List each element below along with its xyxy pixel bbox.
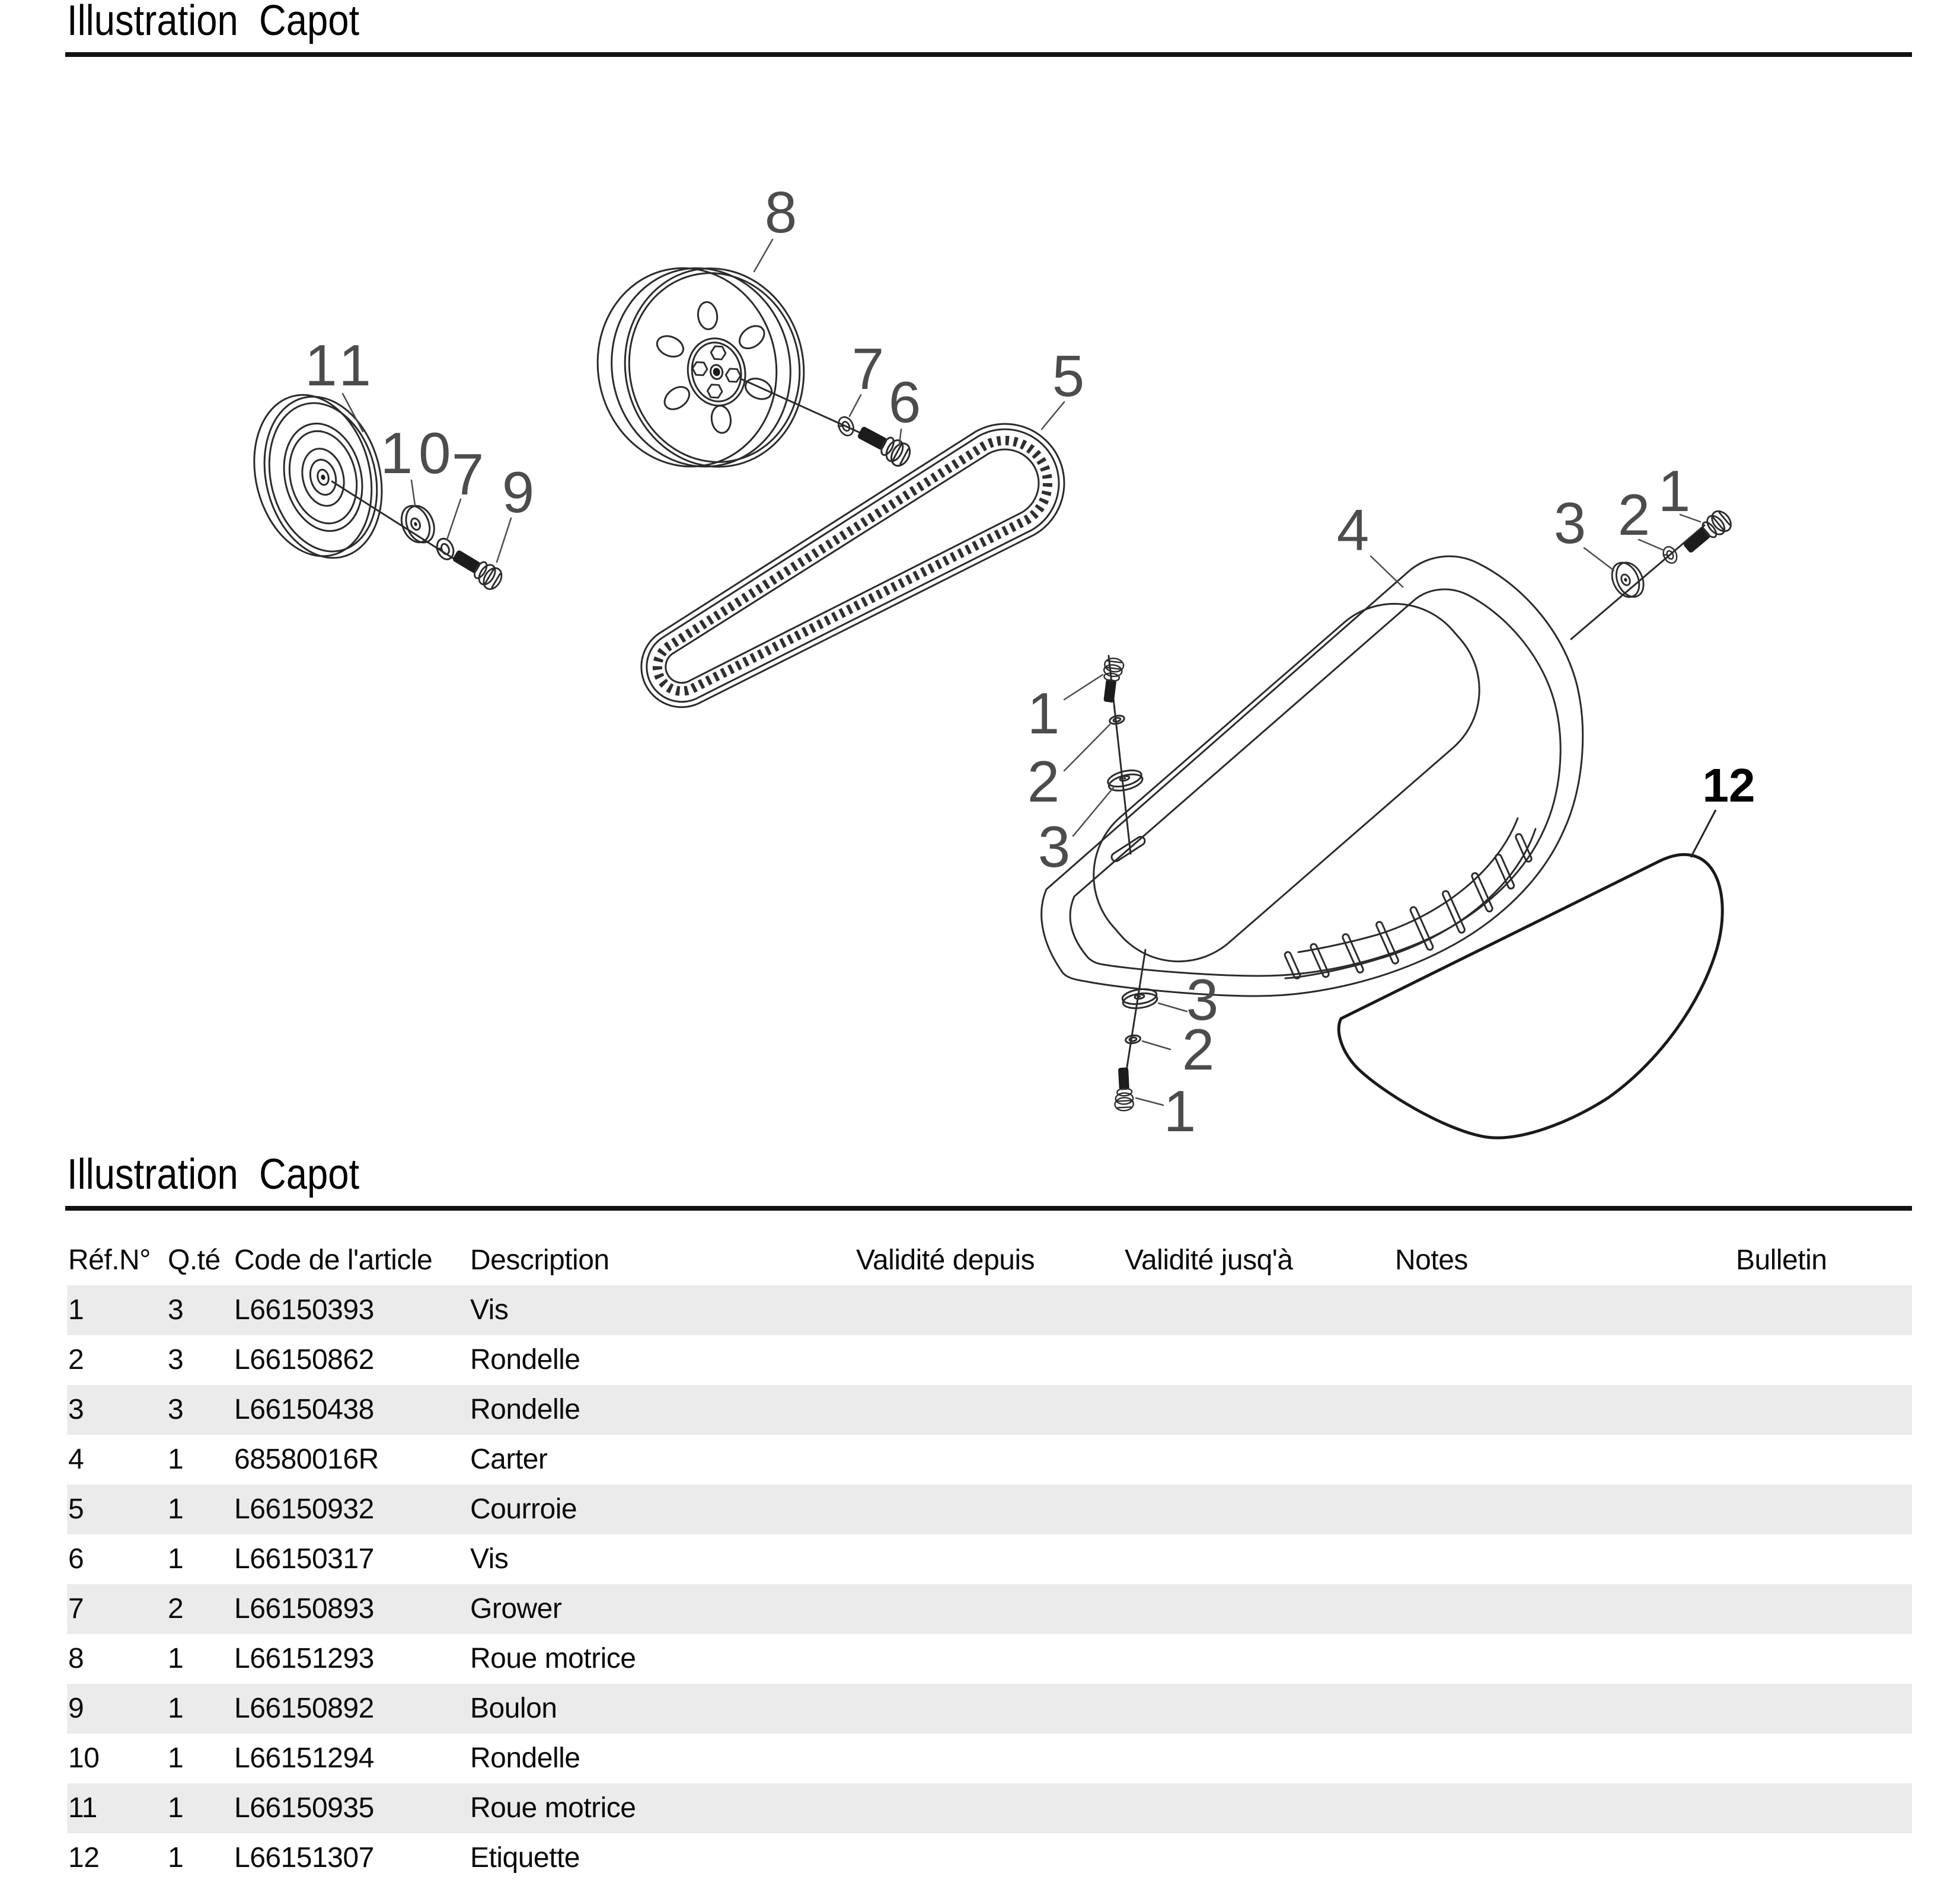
cell-ref: 7 — [68, 1593, 84, 1625]
cell-ref: 6 — [68, 1543, 84, 1575]
cell-desc: Vis — [470, 1543, 509, 1575]
cell-code: L66150438 — [234, 1394, 374, 1425]
fastener-stack-bottom — [1113, 950, 1218, 1144]
cell-desc: Rondelle — [470, 1742, 580, 1774]
table-row — [67, 1684, 1912, 1734]
callout-9: 9 — [502, 459, 535, 525]
cell-ref: 3 — [68, 1394, 84, 1425]
cell-qty: 3 — [168, 1294, 184, 1326]
cell-code: L66151293 — [234, 1643, 374, 1674]
table-row — [67, 1734, 1912, 1783]
washer-3 — [1607, 557, 1649, 603]
cell-code: L66150892 — [234, 1693, 374, 1724]
cell-code: L66150393 — [234, 1294, 374, 1326]
screw-1 — [1100, 658, 1125, 704]
callout-4: 4 — [1336, 497, 1370, 563]
callout-11: 11 — [305, 333, 377, 398]
callout-1-tr: 1 — [1658, 458, 1691, 524]
section-divider — [65, 1206, 1912, 1211]
callout-2-tr: 2 — [1617, 482, 1651, 547]
cell-qty: 2 — [168, 1593, 184, 1625]
cell-desc: Rondelle — [470, 1394, 580, 1425]
callout-7-left: 7 — [451, 442, 484, 507]
cell-desc: Grower — [470, 1593, 562, 1625]
callout-3-ml: 3 — [1038, 814, 1071, 879]
cell-ref: 11 — [68, 1792, 97, 1824]
callout-5: 5 — [1052, 343, 1085, 408]
cell-desc: Rondelle — [470, 1344, 580, 1375]
callout-1-b: 1 — [1163, 1078, 1196, 1144]
col-header-ref: Réf.N° — [68, 1244, 151, 1276]
cell-qty: 1 — [168, 1693, 184, 1724]
col-header-valid-from: Validité depuis — [856, 1244, 1035, 1276]
cell-desc: Courroie — [470, 1493, 577, 1525]
cell-code: L66151307 — [234, 1842, 374, 1874]
cell-code: L66150862 — [234, 1344, 374, 1375]
pulley-11 — [238, 380, 398, 573]
col-header-qty: Q.té — [168, 1244, 221, 1276]
callout-2-b: 2 — [1182, 1017, 1215, 1082]
col-header-notes: Notes — [1395, 1244, 1468, 1276]
etiquette-12 — [1339, 759, 1755, 1138]
cell-code: 68580016R — [234, 1444, 379, 1475]
callout-10: 10 — [380, 420, 457, 486]
drive-pulley-cluster — [579, 180, 921, 489]
small-pulley-cluster — [238, 333, 534, 592]
pulley-8 — [579, 246, 822, 489]
cell-qty: 3 — [168, 1344, 184, 1375]
parts-table — [67, 1236, 1912, 1883]
cell-ref: 10 — [68, 1742, 100, 1774]
grower-2 — [1109, 714, 1125, 726]
cell-qty: 3 — [168, 1394, 184, 1425]
table-row — [67, 1584, 1912, 1634]
table-row — [67, 1783, 1912, 1833]
callout-8: 8 — [764, 180, 797, 245]
table-header-row — [67, 1236, 1912, 1285]
cell-ref: 12 — [68, 1842, 100, 1874]
callout-6: 6 — [888, 369, 921, 435]
col-header-bulletin: Bulletin — [1736, 1244, 1827, 1276]
belt-5 — [617, 343, 1086, 738]
callout-3-b: 3 — [1186, 967, 1219, 1032]
cell-ref: 5 — [68, 1493, 84, 1525]
cell-desc: Roue motrice — [470, 1792, 636, 1824]
axis-line — [332, 481, 468, 568]
cell-desc: Boulon — [470, 1693, 557, 1724]
cell-qty: 1 — [168, 1643, 184, 1674]
screw-1 — [1113, 1067, 1134, 1111]
bolt-9 — [449, 546, 505, 592]
callout-3-tr: 3 — [1553, 490, 1586, 556]
cell-qty: 1 — [168, 1493, 184, 1525]
fastener-stack-top-right — [1554, 458, 1735, 639]
cell-code: L66150935 — [234, 1792, 374, 1824]
table-body — [67, 1285, 1912, 1883]
callout-2-ml: 2 — [1027, 749, 1060, 814]
section-title: Illustration Capot — [67, 1151, 360, 1198]
table-row — [67, 1285, 1912, 1335]
cell-qty: 1 — [168, 1742, 184, 1774]
cell-qty: 1 — [168, 1792, 184, 1824]
cell-ref: 9 — [68, 1693, 84, 1724]
carter-4 — [1042, 497, 1583, 996]
washer-10 — [397, 500, 439, 548]
table-row — [67, 1435, 1912, 1485]
carter-recessed-panel — [1062, 572, 1511, 993]
cell-code: L66150893 — [234, 1593, 374, 1625]
callout-1-ml: 1 — [1027, 681, 1060, 746]
cell-desc: Roue motrice — [470, 1643, 636, 1674]
cell-desc: Carter — [470, 1444, 548, 1475]
cell-qty: 1 — [168, 1842, 184, 1874]
cell-qty: 1 — [168, 1543, 184, 1575]
etiquette-outline — [1339, 854, 1722, 1138]
cell-desc: Vis — [470, 1294, 509, 1326]
cell-ref: 8 — [68, 1643, 84, 1674]
cell-ref: 1 — [68, 1294, 84, 1326]
col-header-code: Code de l'article — [234, 1244, 433, 1276]
table-row — [67, 1385, 1912, 1435]
cell-qty: 1 — [168, 1444, 184, 1475]
cell-desc: Etiquette — [470, 1842, 580, 1874]
table-row — [67, 1335, 1912, 1385]
cell-code: L66150932 — [234, 1493, 374, 1525]
cell-code: L66151294 — [234, 1742, 374, 1774]
grower-2 — [1125, 1035, 1141, 1044]
col-header-desc: Description — [470, 1244, 609, 1276]
callout-12: 12 — [1702, 759, 1755, 812]
cell-ref: 4 — [68, 1444, 84, 1475]
table-row — [67, 1634, 1912, 1684]
cell-code: L66150317 — [234, 1543, 374, 1575]
cell-ref: 2 — [68, 1344, 84, 1375]
page-title: Illustration Capot — [67, 0, 360, 44]
callout-7-right: 7 — [851, 336, 885, 401]
col-header-valid-to: Validité jusq'à — [1125, 1244, 1293, 1276]
table-row — [67, 1833, 1912, 1883]
table-row — [67, 1485, 1912, 1534]
table-row — [67, 1534, 1912, 1584]
